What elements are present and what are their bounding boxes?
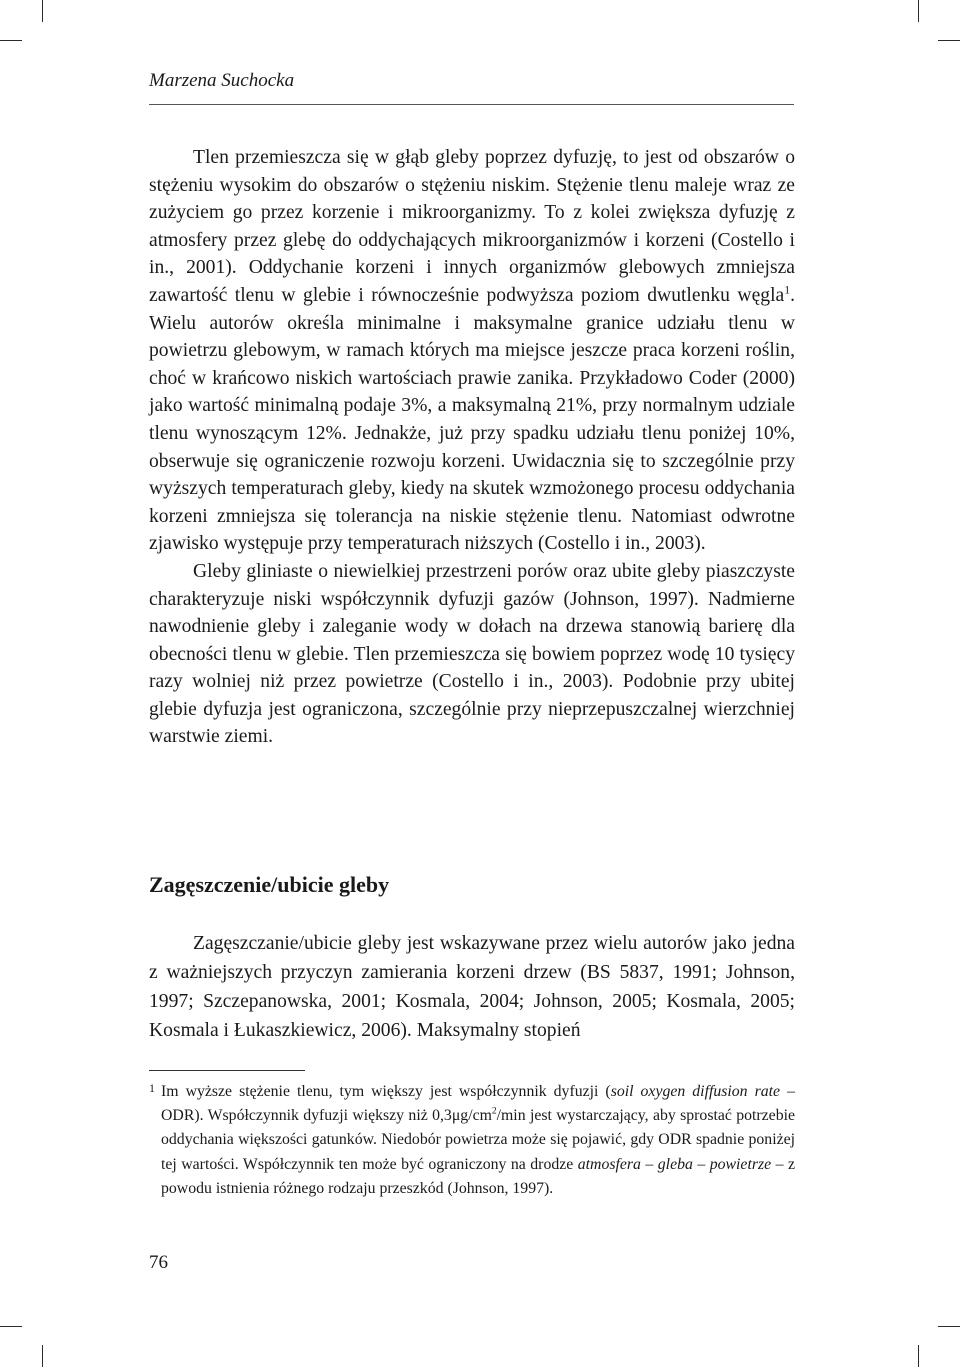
header-rule (149, 104, 794, 105)
crop-mark-top-right (918, 0, 919, 22)
paragraph-clay-soils: Gleby gliniaste o niewielkiej przestrzeni porów oraz ubite gleby piaszczyste charakteryzuje niski współczynnik dyfuzji gazów (Johnson, 1997). Nadmierne nawodnienie gleby i zaleganie wody w dołach na drzewa stanowią barierę dla obecności tlenu w glebie. Tlen przemieszcza się bowiem poprzez wodę 10 tysięcy razy wolniej niż przez powietrze (Costello i in., 2003). Podobnie przy ubitej glebie dyfuzja jest ograniczona, szczególnie przy nieprzepuszczalnej wierzchniej warstwie ziemi. (149, 560, 795, 748)
footnote-number: 1 (149, 1081, 155, 1095)
paragraph-oxygen-diffusion: Tlen przemieszcza się w głąb gleby poprzez dyfuzję, to jest od obszarów o stężeniu wysokim do obszarów o stężeniu niskim. Stężenie tlenu maleje wraz ze zużyciem go przez korzenie i mikroorganizmy. To z kolei zwiększa dyfuzję z atmosfery przez glebę do oddychających mikroorganizmów i korzeni (Costello i in., 2001). Oddychanie korzeni i innych organizmów glebowych zmniejsza zawartość tlenu w glebie i równocześnie podwyższa poziom dwutlenku węgla$^1$. Wielu autorów określa minimalne i maksymalne granice udziału tlenu w powietrzu glebowym, w ramach których ma miejsce jeszcze praca korzeni roślin, choć w krańcowo niskich wartościach prawie zanika. Przykładowo Coder (2000) jako wartość minimalną podaje 3%, a maksymalną 21%, przy normalnym udziale tlenu wynoszącym 12%. Jednakże, już przy spadku udziału tlenu poniżej 10%, obserwuje się ograniczenie rozwoju korzeni. Uwidacznia się to szczególnie przy wyższych temperaturach gleby, kiedy na skutek wzmożonego procesu oddychania korzeni zmniejsza się tolerancja na niskie stężenie tlenu. Natomiast odwrotne zjawisko występuje przy temperaturach niższych (Costello i in., 2003). (149, 147, 795, 555)
footnote-ref[interactable]: 1 (784, 283, 791, 297)
footnote-text: Im wyższe stężenie tlenu, tym większy jest współczynnik dyfuzji (soil oxygen diffusion rate – ODR). Współczynnik dyfuzji większy niż $0,3\mu g/cm^2/\min$ jest wystarczający, aby sprostać potrzebie oddychania większości gatunków. Niedobór powietrza może się pojawić, gdy ODR spadnie poniżej tej wartości. Współczynnik ten może być ograniczony na drodze atmosfera – gleba – powietrze – z powodu istnienia różnego rodzaju przeszkód (Johnson, 1997). (161, 1083, 796, 1197)
crop-mark-top-left (42, 0, 43, 22)
crop-mark-left-top (0, 40, 22, 41)
crop-mark-left-bottom (0, 1326, 22, 1327)
page-number: 76 (149, 1252, 168, 1273)
section-heading: Zagęszczenie/ubicie gleby (149, 872, 390, 897)
paragraph-compaction: Zagęszczanie/ubicie gleby jest wskazywane przez wielu autorów jako jedna z ważniejszych przyczyn zamierania korzeni drzew (BS 5837, 1991; Johnson, 1997; Szczepanowska, 2001; Kosmala, 2004; Johnson, 2005; Kosmala, 2005; Kosmala i Łukaszkiewicz, 2006). Maksymalny stopień (149, 933, 795, 1041)
section-body (149, 929, 795, 1045)
footnote (149, 1080, 795, 1201)
crop-mark-right-bottom (938, 1326, 960, 1327)
crop-mark-right-top (938, 40, 960, 41)
footnote-rule (149, 1070, 305, 1071)
crop-mark-bottom-left (42, 1345, 43, 1367)
body-text (149, 144, 795, 751)
crop-mark-bottom-right (918, 1345, 919, 1367)
running-header-author: Marzena Suchocka (149, 70, 295, 91)
